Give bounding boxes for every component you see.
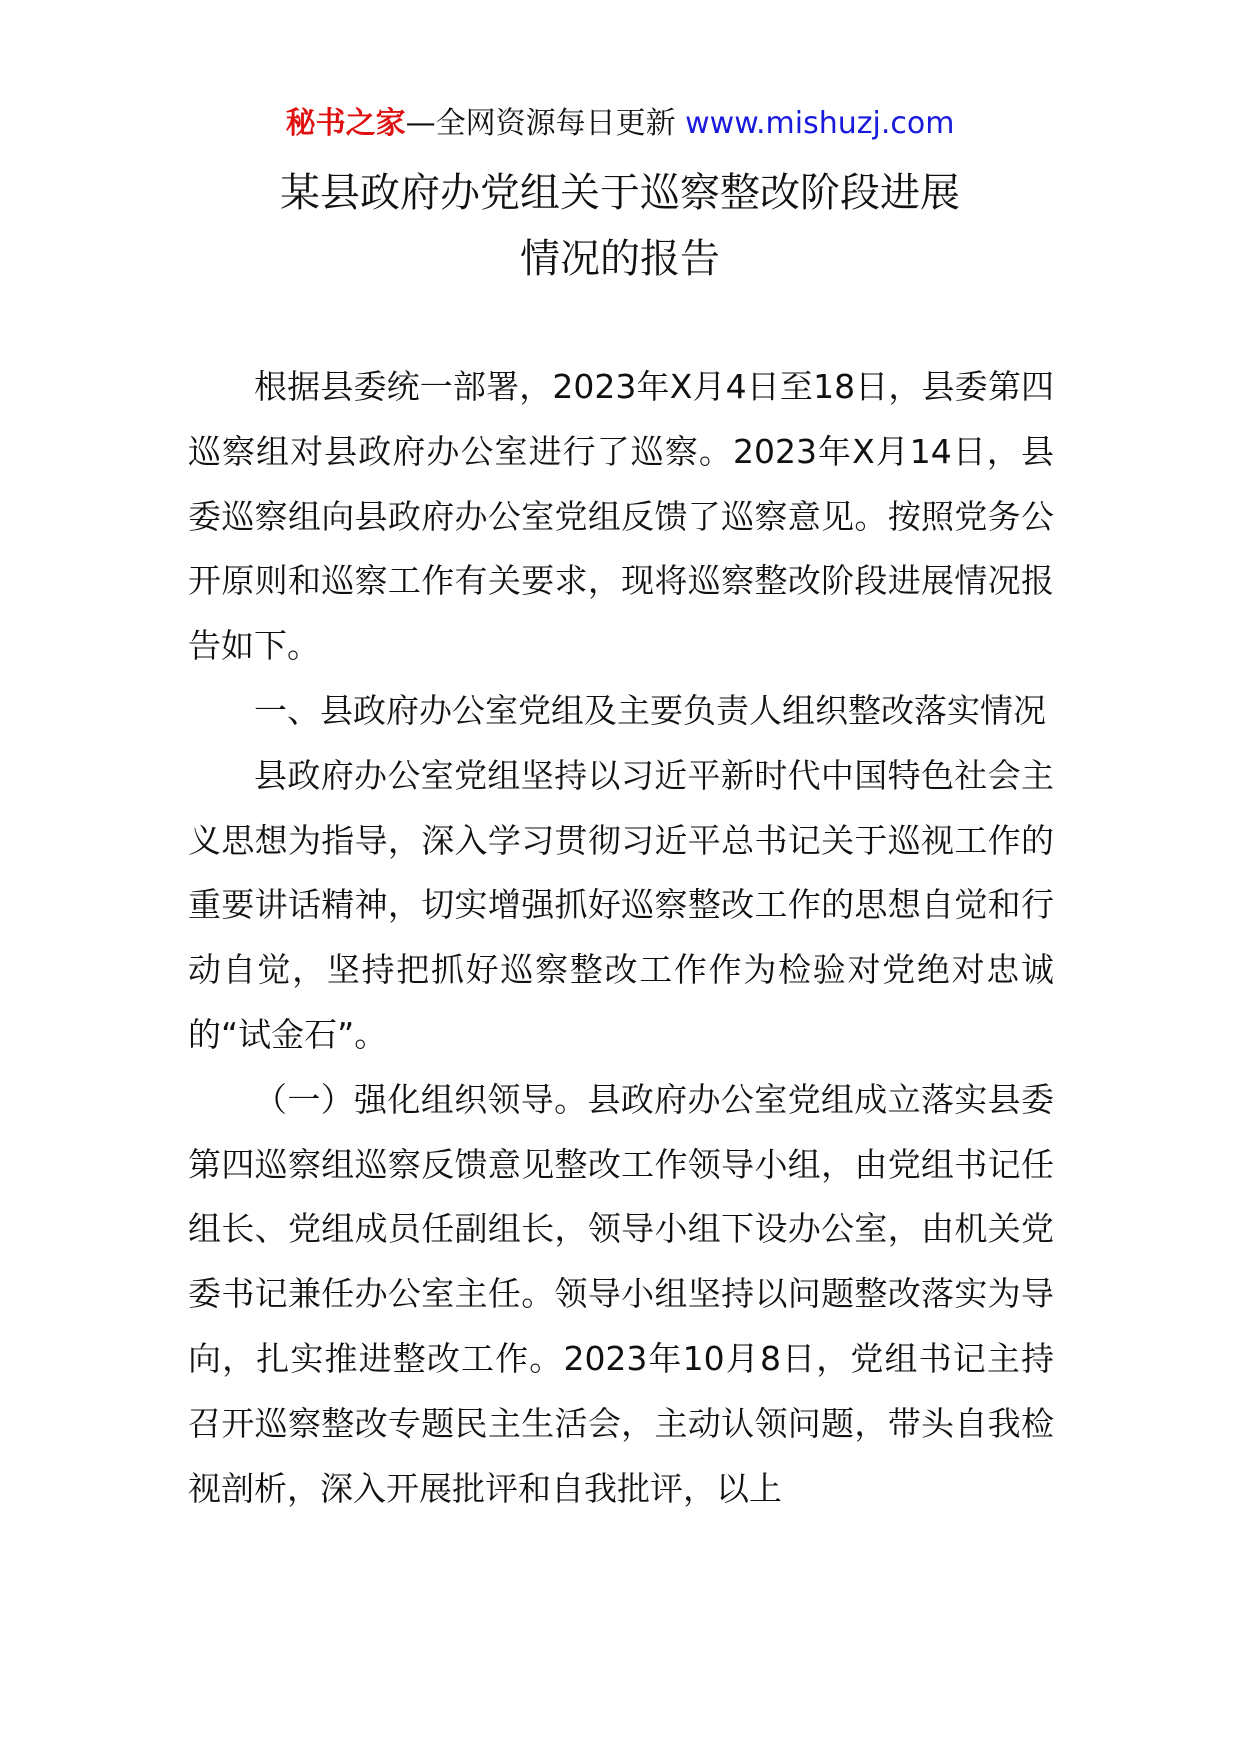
document-body: [188, 355, 1054, 1521]
site-banner: [0, 102, 1240, 146]
document-title: [0, 160, 1240, 292]
brand-url-link[interactable]: www.mishuzj.com: [685, 106, 955, 141]
brand-name: 秘书之家: [285, 106, 406, 141]
title-line-2: 情况的报告: [520, 236, 720, 282]
section-heading-1: 一、县政府办公室党组及主要负责人组织整改落实情况: [254, 690, 1046, 730]
brand-tagline: —全网资源每日更新: [405, 106, 676, 141]
paragraph-intro: 根据县委统一部署，2023年X月4日至18日，县委第四巡察组对县政府办公室进行了巡察。2023年X月14日，县委巡察组向县政府办公室党组反馈了巡察意见。按照党务公开原则和巡察工作有关要求，现将巡察整改阶段进展情况报告如下。: [188, 367, 1054, 666]
paragraph-section-1: 县政府办公室党组坚持以习近平新时代中国特色社会主义思想为指导，深入学习贯彻习近平总书记关于巡视工作的重要讲话精神，切实增强抓好巡察整改工作的思想自觉和行动自觉，坚持把抓好巡察整改工作作为检验对党绝对忠诚的“试金石”。: [188, 755, 1054, 1054]
title-line-1: 某县政府办党组关于巡察整改阶段进展: [280, 170, 960, 216]
paragraph-subsection-1: （一）强化组织领导。县政府办公室党组成立落实县委第四巡察组巡察反馈意见整改工作领导小组，由党组书记任组长、党组成员任副组长，领导小组下设办公室，由机关党委书记兼任办公室主任。领导小组坚持以问题整改落实为导向，扎实推进整改工作。2023年10月8日，党组书记主持召开巡察整改专题民主生活会，主动认领问题，带头自我检视剖析，深入开展批评和自我批评，以上: [188, 1079, 1054, 1508]
